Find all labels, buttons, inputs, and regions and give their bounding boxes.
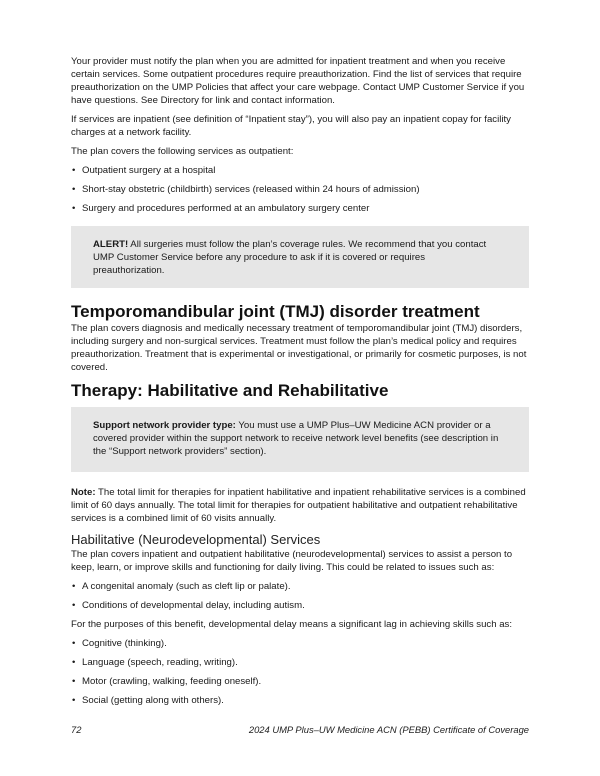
outpatient-services-list [71, 164, 529, 215]
list-item: • Surgery and procedures performed at an ambulatory surgery center [71, 202, 529, 215]
therapy-note [71, 486, 529, 525]
alert-body: All surgeries must follow the plan’s coverage rules. We recommend that you contact UMP Customer Service before any procedure to ask if it is covered or requires preauthorization. [93, 239, 487, 276]
intro-paragraph-2: If services are inpatient (see definition of “Inpatient stay”), you will also pay an inpatient copay for facility charges at a network facility. [71, 114, 511, 138]
list-item: • A congenital anomaly (such as cleft lip or palate). [71, 580, 529, 593]
support-network-text [93, 419, 499, 458]
list-item: • Social (getting along with others). [71, 694, 529, 707]
intro-paragraph-1: Your provider must notify the plan when you are admitted for inpatient treatment and when you receive certain services. Some outpatient procedures require preauthorization. Find the list of services that require preauthorization on the UMP Policies that affect your care webpage. Contact UMP Customer Service if you have questions. See Directory for link and contact information. [71, 56, 525, 106]
therapy-heading: Therapy: Habilitative and Rehabilitative [71, 381, 389, 400]
support-network-label: Support network provider type: [93, 420, 236, 431]
developmental-delay-paragraph: For the purposes of this benefit, developmental delay means a significant lag in achieving skills such as: [71, 619, 513, 630]
intro-paragraph-3: The plan covers the following services as outpatient: [71, 146, 294, 157]
page-content [71, 55, 529, 707]
note-label: Note: [71, 487, 96, 498]
support-network-body: You must use a UMP Plus–UW Medicine ACN provider or a covered provider within the support network to receive network level benefits (see description in the “Support network providers” section). [93, 420, 499, 457]
note-body: The total limit for therapies for inpatient habilitative and inpatient rehabilitative services is a combined limit of 60 days annually. The total limit for therapies for outpatient habilitative and outpatient rehabilitative services is a combined limit of 60 visits annually. [71, 487, 526, 524]
support-network-callout [71, 407, 529, 472]
habilitative-paragraph: The plan covers inpatient and outpatient habilitative (neurodevelopmental) services to assist a person to keep, learn, or improve skills and functioning for daily living. This could be related to issues such as: [71, 549, 513, 573]
list-item: • Outpatient surgery at a hospital [71, 164, 529, 177]
list-item: • Motor (crawling, walking, feeding oneself). [71, 675, 529, 688]
list-item: • Cognitive (thinking). [71, 637, 529, 650]
alert-callout [71, 226, 529, 288]
list-item: • Language (speech, reading, writing). [71, 656, 529, 669]
habilitative-issues-list [71, 580, 529, 612]
developmental-skills-list [71, 637, 529, 707]
alert-text [93, 238, 499, 277]
tmj-paragraph: The plan covers diagnosis and medically necessary treatment of temporomandibular joint (TMJ) disorders, including surgery and non-surgical services. Treatment must follow the plan’s medical policy and requires preauthorization. Treatment that is experimental or investigational, or primarily for cosmetic purposes, is not covered. [71, 323, 527, 373]
habilitative-heading: Habilitative (Neurodevelopmental) Services [71, 532, 321, 547]
list-item: • Short-stay obstetric (childbirth) services (released within 24 hours of admission) [71, 183, 529, 196]
page-number: 72 [71, 724, 82, 735]
tmj-heading: Temporomandibular joint (TMJ) disorder treatment [71, 302, 480, 321]
alert-label: ALERT! [93, 239, 129, 250]
list-item: • Conditions of developmental delay, including autism. [71, 599, 529, 612]
document-title: 2024 UMP Plus–UW Medicine ACN (PEBB) Certificate of Coverage [248, 724, 529, 735]
